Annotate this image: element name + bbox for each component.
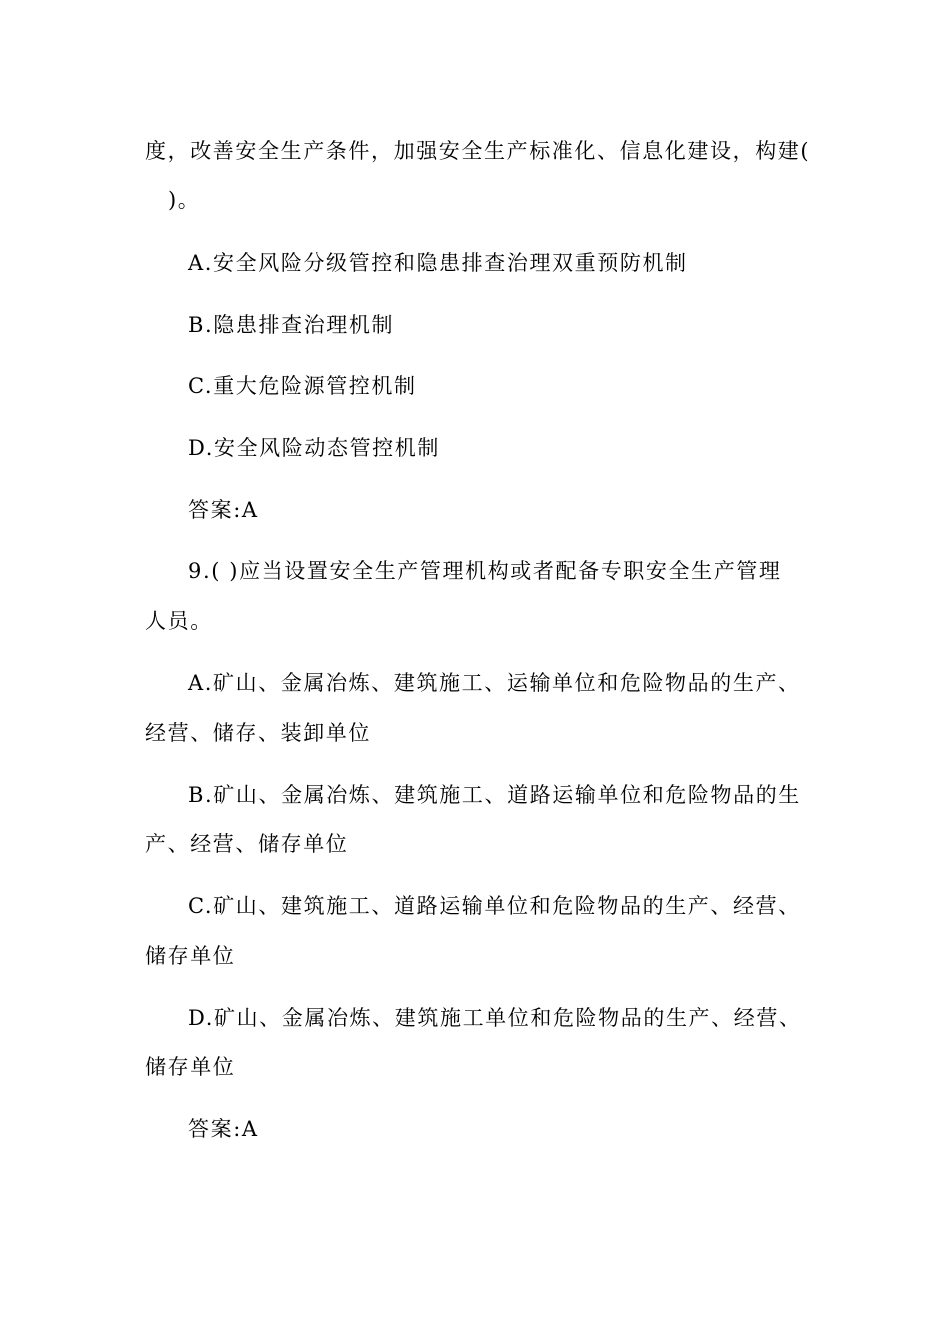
q8-answer: 答案:A <box>188 498 259 522</box>
q9-option-a-line-2: 经营、储存、装卸单位 <box>145 721 371 745</box>
q9-option-c-line-2: 储存单位 <box>145 944 236 968</box>
q8-stem-line-1: 度，改善安全生产条件，加强安全生产标准化、信息化建设，构建( <box>145 139 811 163</box>
q9-option-d-line-1: D.矿山、金属冶炼、建筑施工单位和危险物品的生产、经营、 <box>188 1006 802 1030</box>
q8-option-a: A.安全风险分级管控和隐患排查治理双重预防机制 <box>188 251 688 275</box>
q8-option-c: C.重大危险源管控机制 <box>188 374 417 398</box>
q9-option-b-line-2: 产、经营、储存单位 <box>145 832 349 856</box>
q9-stem-line-1: 9.( )应当设置安全生产管理机构或者配备专职安全生产管理 <box>188 559 782 583</box>
q8-stem-line-2: )。 <box>168 188 201 212</box>
q9-option-c-line-1: C.矿山、建筑施工、道路运输单位和危险物品的生产、经营、 <box>188 894 801 918</box>
q8-option-d: D.安全风险动态管控机制 <box>188 436 440 460</box>
q9-option-a-line-1: A.矿山、金属冶炼、建筑施工、运输单位和危险物品的生产、 <box>188 671 801 695</box>
q9-stem-line-2: 人员。 <box>145 609 213 633</box>
q9-option-d-line-2: 储存单位 <box>145 1055 236 1079</box>
q9-option-b-line-1: B.矿山、金属冶炼、建筑施工、道路运输单位和危险物品的生 <box>188 783 801 807</box>
q9-answer: 答案:A <box>188 1117 259 1141</box>
q8-option-b: B.隐患排查治理机制 <box>188 313 395 337</box>
